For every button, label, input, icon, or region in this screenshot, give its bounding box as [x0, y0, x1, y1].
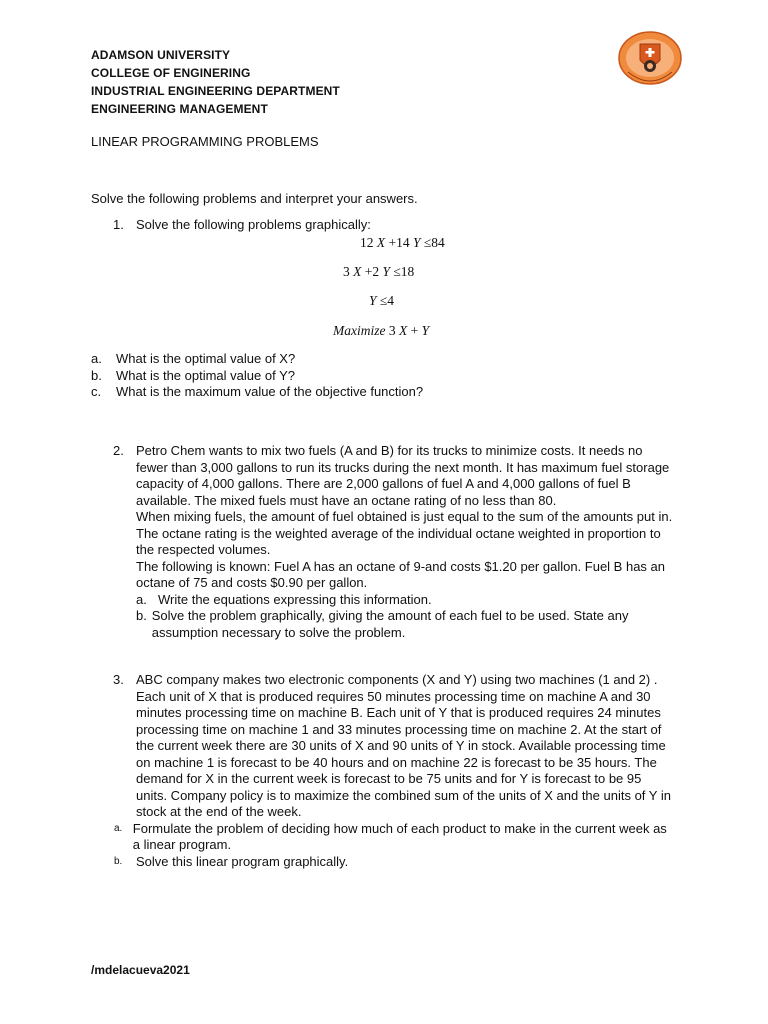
objective-function: Maximize 3 X + Y	[333, 323, 430, 338]
item-letter: a.	[136, 591, 147, 607]
list-item	[136, 608, 676, 641]
constraint-1: 12 X +14 Y ≤84	[360, 235, 445, 250]
item-letter: b.	[136, 608, 147, 623]
constraint-2: 3 X +2 Y ≤18	[343, 264, 415, 279]
list-item	[114, 854, 676, 871]
item-text: Write the equations expressing this information.	[158, 591, 432, 607]
constraint-3: Y ≤4	[369, 293, 395, 308]
item-text: What is the maximum value of the objective function?	[116, 384, 424, 399]
list-item	[91, 368, 423, 385]
college-name: COLLEGE OF ENGINERING	[91, 66, 251, 80]
document-header	[91, 46, 340, 118]
item-text: What is the optimal value of Y?	[116, 367, 295, 383]
list-item	[136, 592, 676, 609]
item-text: Solve this linear program graphically.	[136, 853, 349, 869]
item-letter: a.	[114, 822, 123, 834]
problem-1-questions	[91, 351, 423, 401]
item-letter: b.	[91, 367, 102, 383]
problem-2-paragraph: When mixing fuels, the amount of fuel obtained is just equal to the sum of the amounts put in. The octane rating is the weighted average of the individual octane weighted in proportion to the respected volumes.	[136, 509, 673, 557]
department-name: INDUSTRIAL ENGINEERING DEPARTMENT	[91, 84, 340, 98]
item-letter: b.	[114, 855, 123, 867]
list-item	[91, 384, 423, 401]
course-name: ENGINEERING MANAGEMENT	[91, 102, 268, 116]
problem-number: 1.	[113, 217, 124, 232]
instructions: Solve the following problems and interpret your answers.	[91, 191, 418, 206]
footer-author: /mdelacueva2021	[91, 963, 190, 977]
item-text: Solve the problem graphically, giving the amount of each fuel to be used. State any assumption necessary to solve the problem.	[151, 608, 629, 640]
problem-3	[113, 672, 676, 870]
problem-number: 2.	[113, 443, 124, 458]
list-item	[91, 351, 423, 368]
item-letter: a.	[91, 351, 102, 366]
university-seal-icon	[614, 30, 686, 86]
problem-number: 3.	[113, 672, 124, 687]
item-text: What is the optimal value of X?	[116, 351, 296, 366]
problem-2-paragraph: The following is known: Fuel A has an octane of 9-and costs $1.20 per gallon. Fuel B has an octane of 75 and costs $0.90 per gallon.	[136, 558, 665, 590]
problem-3-paragraph: ABC company makes two electronic components (X and Y) using two machines (1 and 2) . Each unit of X that is produced requires 50 minutes processing time on machine A and 30 minutes processing time on machine B. Each unit of Y that is produced requires 24 minutes processing time on machine 1 and 33 minutes processing time on machine 2. At the start of the current week there are 30 units of X and 90 units of Y in stock. Available processing time on machine 1 is forecast to be 40 hours and on machine 22 is forecast to be 35 hours. The demand for X in the current week is forecast to be 75 units and for Y is forecast to be 95 units. Company policy is to maximize the combined sum of the units of X and the units of Y in stock at the end of the week.	[136, 672, 671, 819]
problem-2	[113, 443, 676, 641]
page-title: LINEAR PROGRAMMING PROBLEMS	[91, 134, 319, 149]
item-text: Formulate the problem of deciding how much of each product to make in the current week as a linear program.	[132, 820, 667, 852]
problem-1-text: Solve the following problems graphically:	[136, 217, 371, 232]
item-letter: c.	[91, 384, 102, 399]
list-item	[114, 821, 676, 854]
problem-1-heading	[113, 217, 371, 233]
problem-2-paragraph: Petro Chem wants to mix two fuels (A and B) for its trucks to minimize costs. It needs no fewer than 3,000 gallons to run its trucks during the next month. It has maximum fuel storage capacity of 4,000 gallons. There are 2,000 gallons of fuel A and 4,000 gallons of fuel B available. The mixed fuels must have an octane rating of no less than 80.	[136, 443, 670, 508]
university-name: ADAMSON UNIVERSITY	[91, 48, 231, 62]
